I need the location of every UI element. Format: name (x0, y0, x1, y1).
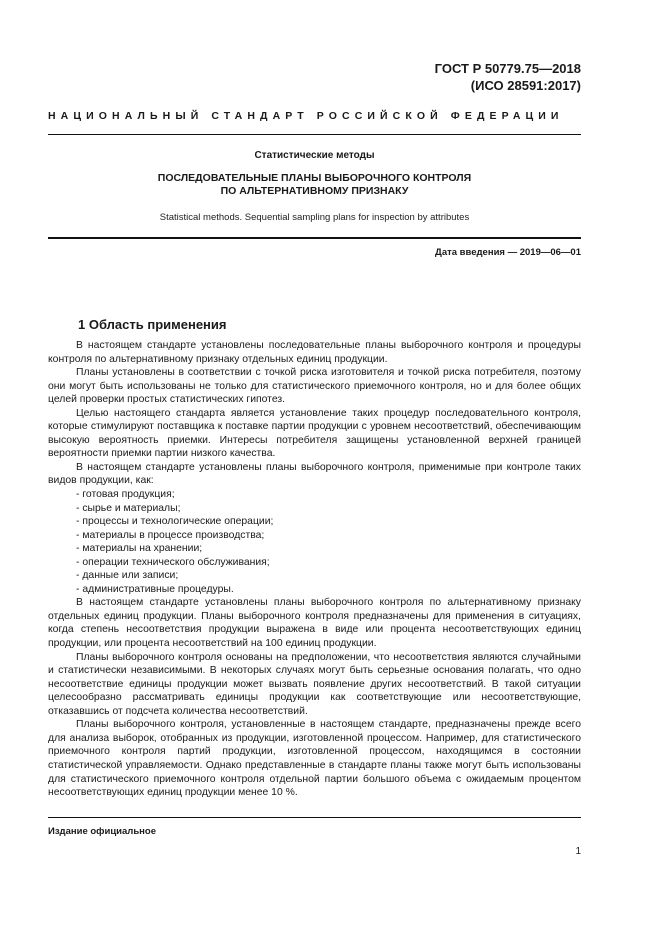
edition-label: Издание официальное (48, 826, 156, 837)
gost-number: ГОСТ Р 50779.75—2018 (434, 61, 581, 76)
paragraph: В настоящем стандарте установлены последовательные планы выборочного контроля и процедуры контроля по альтернативному признаку отдельных единиц продукции. (48, 340, 581, 365)
title-line-1: ПОСЛЕДОВАТЕЛЬНЫЕ ПЛАНЫ ВЫБОРОЧНОГО КОНТРОЛЯ (157, 172, 472, 184)
subject-line: Статистические методы (254, 150, 375, 161)
list-item: - процессы и технологические операции; (76, 516, 274, 528)
list-item: - готовая продукция; (76, 489, 175, 501)
footer-divider (48, 817, 581, 818)
list-item: - административные процедуры. (76, 583, 234, 595)
page-number: 1 (575, 846, 581, 857)
title-line-2: ПО АЛЬТЕРНАТИВНОМУ ПРИЗНАКУ (220, 185, 409, 197)
section-heading: 1 Область применения (78, 317, 227, 332)
document-title (48, 172, 581, 198)
paragraph: В настоящем стандарте установлены планы выборочного контроля, применимые при контроле таких видов продукции, как: (48, 461, 581, 487)
list-item: - данные или записи; (76, 570, 179, 582)
introduction-date: Дата введения — 2019—06—01 (435, 247, 581, 258)
title-divider (48, 237, 581, 239)
list-item: - операции технического обслуживания; (76, 556, 270, 568)
standard-designation (435, 60, 581, 94)
paragraph: В настоящем стандарте установлены планы выборочного контроля по альтернативному признаку отдельных единиц продукции. Планы выборочного контроля предназначены для применения в ситуациях, когда степень несоответствия продукции выражена в виде или процента несоответствующих единиц продукции, или процента несоответствий на 100 единиц продукции. (48, 597, 581, 650)
iso-number: (ИСО 28591:2017) (470, 78, 581, 93)
section-body (48, 339, 581, 800)
english-title: Statistical methods. Sequential sampling plans for inspection by attributes (159, 212, 470, 223)
header-divider (48, 134, 581, 135)
national-standard-banner: НАЦИОНАЛЬНЫЙ СТАНДАРТ РОССИЙСКОЙ ФЕДЕРАЦИИ (48, 110, 564, 122)
paragraph: Планы установлены в соответствии с точкой риска изготовителя и точкой риска потребителя, поэтому они могут быть использованы не только для статистического приемочного контроля, но и для более общих целей проверки простых статистических гипотез. (48, 367, 581, 406)
list-item: - материалы в процессе производства; (76, 529, 265, 541)
paragraph: Планы выборочного контроля, установленные в настоящем стандарте, предназначены прежде всего для анализа выборок, отобранных из продукции, изготовленной процессом. Например, для статистического приемочного контроля партий продукции, изготовленной процессом, находящимся в состоянии статистической управляемости. Однако представленные в стандарте планы также могут быть использованы для статистического приемочного контроля отдельной партии большого объема с ожидаемым процентом несоответствующих единиц продукции менее 10 %. (48, 719, 581, 799)
paragraph: Планы выборочного контроля основаны на предположении, что несоответствия являются случайными и статистически независимыми. В некоторых случаях могут быть серьезные основания полагать, что одно несоответствие единицы продукции может вызвать появление других несоответствий. В такой ситуации целесообразно рассматривать единицы продукции как соответствующие или несоответствующие, отказавшись от подсчета количества несоответствий. (48, 651, 581, 717)
list-item: - сырье и материалы; (76, 502, 181, 514)
list-item: - материалы на хранении; (76, 543, 203, 555)
paragraph: Целью настоящего стандарта является установление таких процедур последовательного контроля, которые стимулируют поставщика к поставке партии продукции с уровнем несоответствий, обеспечивающим высокую вероятность приемки. Интересы потребителя защищены установленной верхней границей вероятности приемки партии низкого качества. (48, 407, 581, 460)
